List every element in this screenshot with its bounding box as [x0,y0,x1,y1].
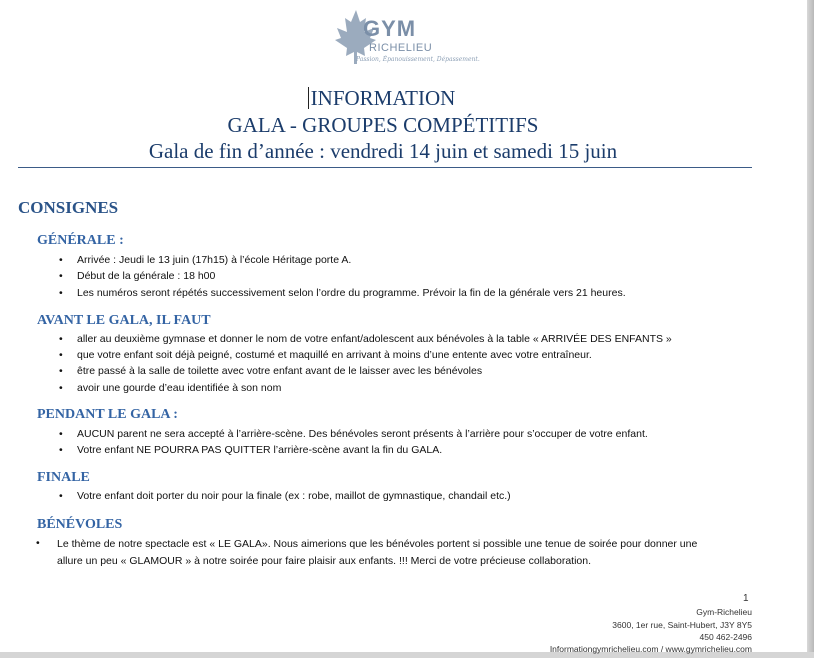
list-item: • Les numéros seront répétés successivement selon l’ordre du programme. Prévoir la fin de la générale vers 21 heures. [59,287,626,299]
list-item: • Début de la générale : 18 h00 [59,270,216,282]
list-item: • Votre enfant NE POURRA PAS QUITTER l’arrière-scène avant la fin du GALA. [59,444,443,456]
footer-address: 3600, 1er rue, Saint-Hubert, J3Y 8Y5 [612,620,752,630]
list-item: • être passé à la salle de toilette avec votre enfant avant de le laisser avec les bénévoles [59,365,483,377]
list-item: • AUCUN parent ne sera accepté à l’arrière-scène. Des bénévoles seront présents à l’arrière pour s’occuper de votre enfant. [59,428,648,440]
title-date: Gala de fin d’année : vendredi 14 juin et samedi 15 juin [148,139,618,163]
logo-tagline: Passion, Épanouissement, Dépassement. [356,56,480,63]
bullet-dot: • [36,537,40,549]
header-divider [18,167,752,168]
footer-org: Gym-Richelieu [696,607,752,617]
footer-phone: 450 462-2496 [699,632,752,642]
title-gala: GALA - GROUPES COMPÉTITIFS [227,113,539,137]
section-title-avant: AVANT LE GALA, IL FAUT [37,313,211,328]
section-title-finale: FINALE [37,470,90,485]
logo-name: GYM [363,16,417,41]
list-item: • que votre enfant soit déjà peigné, costumé et maquillé en arrivant à moins d’une entente avec votre entraîneur. [59,349,592,361]
section-title-generale: GÉNÉRALE : [37,233,124,248]
section-title-pendant: PENDANT LE GALA : [37,407,178,422]
title-information: INFORMATION [310,86,456,110]
section-title-benevoles: BÉNÉVOLES [37,517,123,532]
list-item: • Arrivée : Jeudi le 13 juin (17h15) à l’école Héritage porte A. [59,254,352,266]
benevoles-line-2: allure un peu « GLAMOUR » à notre soirée pour faire plaisir aux enfants. !!! Merci de votre précieuse collaboration. [57,555,592,567]
logo-subtitle: RICHELIEU [369,42,433,54]
page-number: 1 [743,593,749,604]
footer-web: Informationgymrichelieu.com / www.gymrichelieu.com [549,644,752,654]
list-item: • avoir une gourde d’eau identifiée à son nom [59,382,282,394]
section-consignes: CONSIGNES [18,198,119,217]
list-item: • aller au deuxième gymnase et donner le nom de votre enfant/adolescent aux bénévoles à la table « ARRIVÉE DES ENFANTS » [59,333,672,345]
benevoles-line-1: Le thème de notre spectacle est « LE GALA». Nous aimerions que les bénévoles portent si possible une tenue de soirée pour donner une [57,538,698,550]
page-edge-shadow [807,0,814,658]
list-item: • Votre enfant doit porter du noir pour la finale (ex : robe, maillot de gymnastique, chandail etc.) [59,490,511,502]
benevoles-paragraph [57,536,757,570]
